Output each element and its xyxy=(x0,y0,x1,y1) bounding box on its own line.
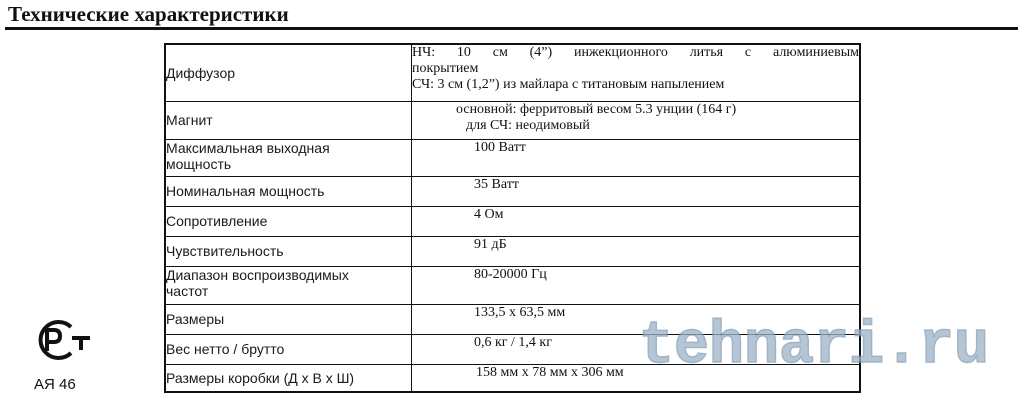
table-row xyxy=(165,139,860,176)
spec-label-box-dimensions: Размеры коробки (Д x В x Ш) xyxy=(165,364,412,392)
spec-value-magnet xyxy=(412,101,861,139)
table-row xyxy=(165,236,860,266)
watermark-text: tehnari.ru xyxy=(639,313,989,378)
spec-value-diffuser-line3: СЧ: 3 см (1,2”) из майлара с титановым напылением xyxy=(412,77,725,92)
spec-label-frequency-range xyxy=(165,266,412,304)
spec-label-frequency-range-line2: частот xyxy=(166,282,209,299)
spec-value-frequency-range: 80-20000 Гц xyxy=(474,266,547,282)
spec-value-dimensions: 133,5 x 63,5 мм xyxy=(474,304,566,320)
spec-value-impedance: 4 Ом xyxy=(474,206,504,222)
spec-value-diffuser-line2: покрытием xyxy=(412,61,479,76)
spec-value-sensitivity: 91 дБ xyxy=(474,236,507,252)
certification-code: АЯ 46 xyxy=(34,376,76,393)
table-row xyxy=(165,176,860,206)
spec-label-max-power-line2: мощность xyxy=(166,155,232,172)
spec-value-magnet-line2: для СЧ: неодимовый xyxy=(466,117,590,133)
spec-value-max-power: 100 Ватт xyxy=(474,139,526,155)
watermark-tehnari-ru xyxy=(637,300,992,378)
table-row xyxy=(165,44,860,101)
spec-value-magnet-line1: основной: ферритовый весом 5.3 унции (164 г) xyxy=(456,101,737,117)
table-row xyxy=(165,206,860,236)
spec-label-weight: Вес нетто / брутто xyxy=(165,334,412,364)
spec-label-impedance: Сопротивление xyxy=(165,206,412,236)
spec-label-max-power-line1: Максимальная выходная xyxy=(166,139,330,156)
rst-certification-mark-icon xyxy=(28,318,92,362)
spec-label-max-power xyxy=(165,139,412,176)
spec-label-nominal-power: Номинальная мощность xyxy=(165,176,412,206)
spec-label-frequency-range-line1: Диапазон воспроизводимых xyxy=(166,266,349,283)
title-underline xyxy=(5,27,1018,30)
spec-value-weight: 0,6 кг / 1,4 кг xyxy=(474,334,552,350)
spec-label-diffuser: Диффузор xyxy=(165,44,412,101)
spec-value-diffuser-line1: НЧ: 10 см (4”) инжекционного литья с алюминиевым xyxy=(412,45,859,60)
table-row xyxy=(165,266,860,304)
page-title: Технические характеристики xyxy=(8,2,289,26)
spec-value-box-dimensions: 158 мм x 78 мм x 306 мм xyxy=(476,364,624,380)
spec-value-diffuser xyxy=(412,44,861,101)
table-row xyxy=(165,101,860,139)
spec-value-nominal-power: 35 Ватт xyxy=(474,176,519,192)
spec-label-sensitivity: Чувствительность xyxy=(165,236,412,266)
spec-label-dimensions: Размеры xyxy=(165,304,412,334)
spec-label-magnet: Магнит xyxy=(165,101,412,139)
